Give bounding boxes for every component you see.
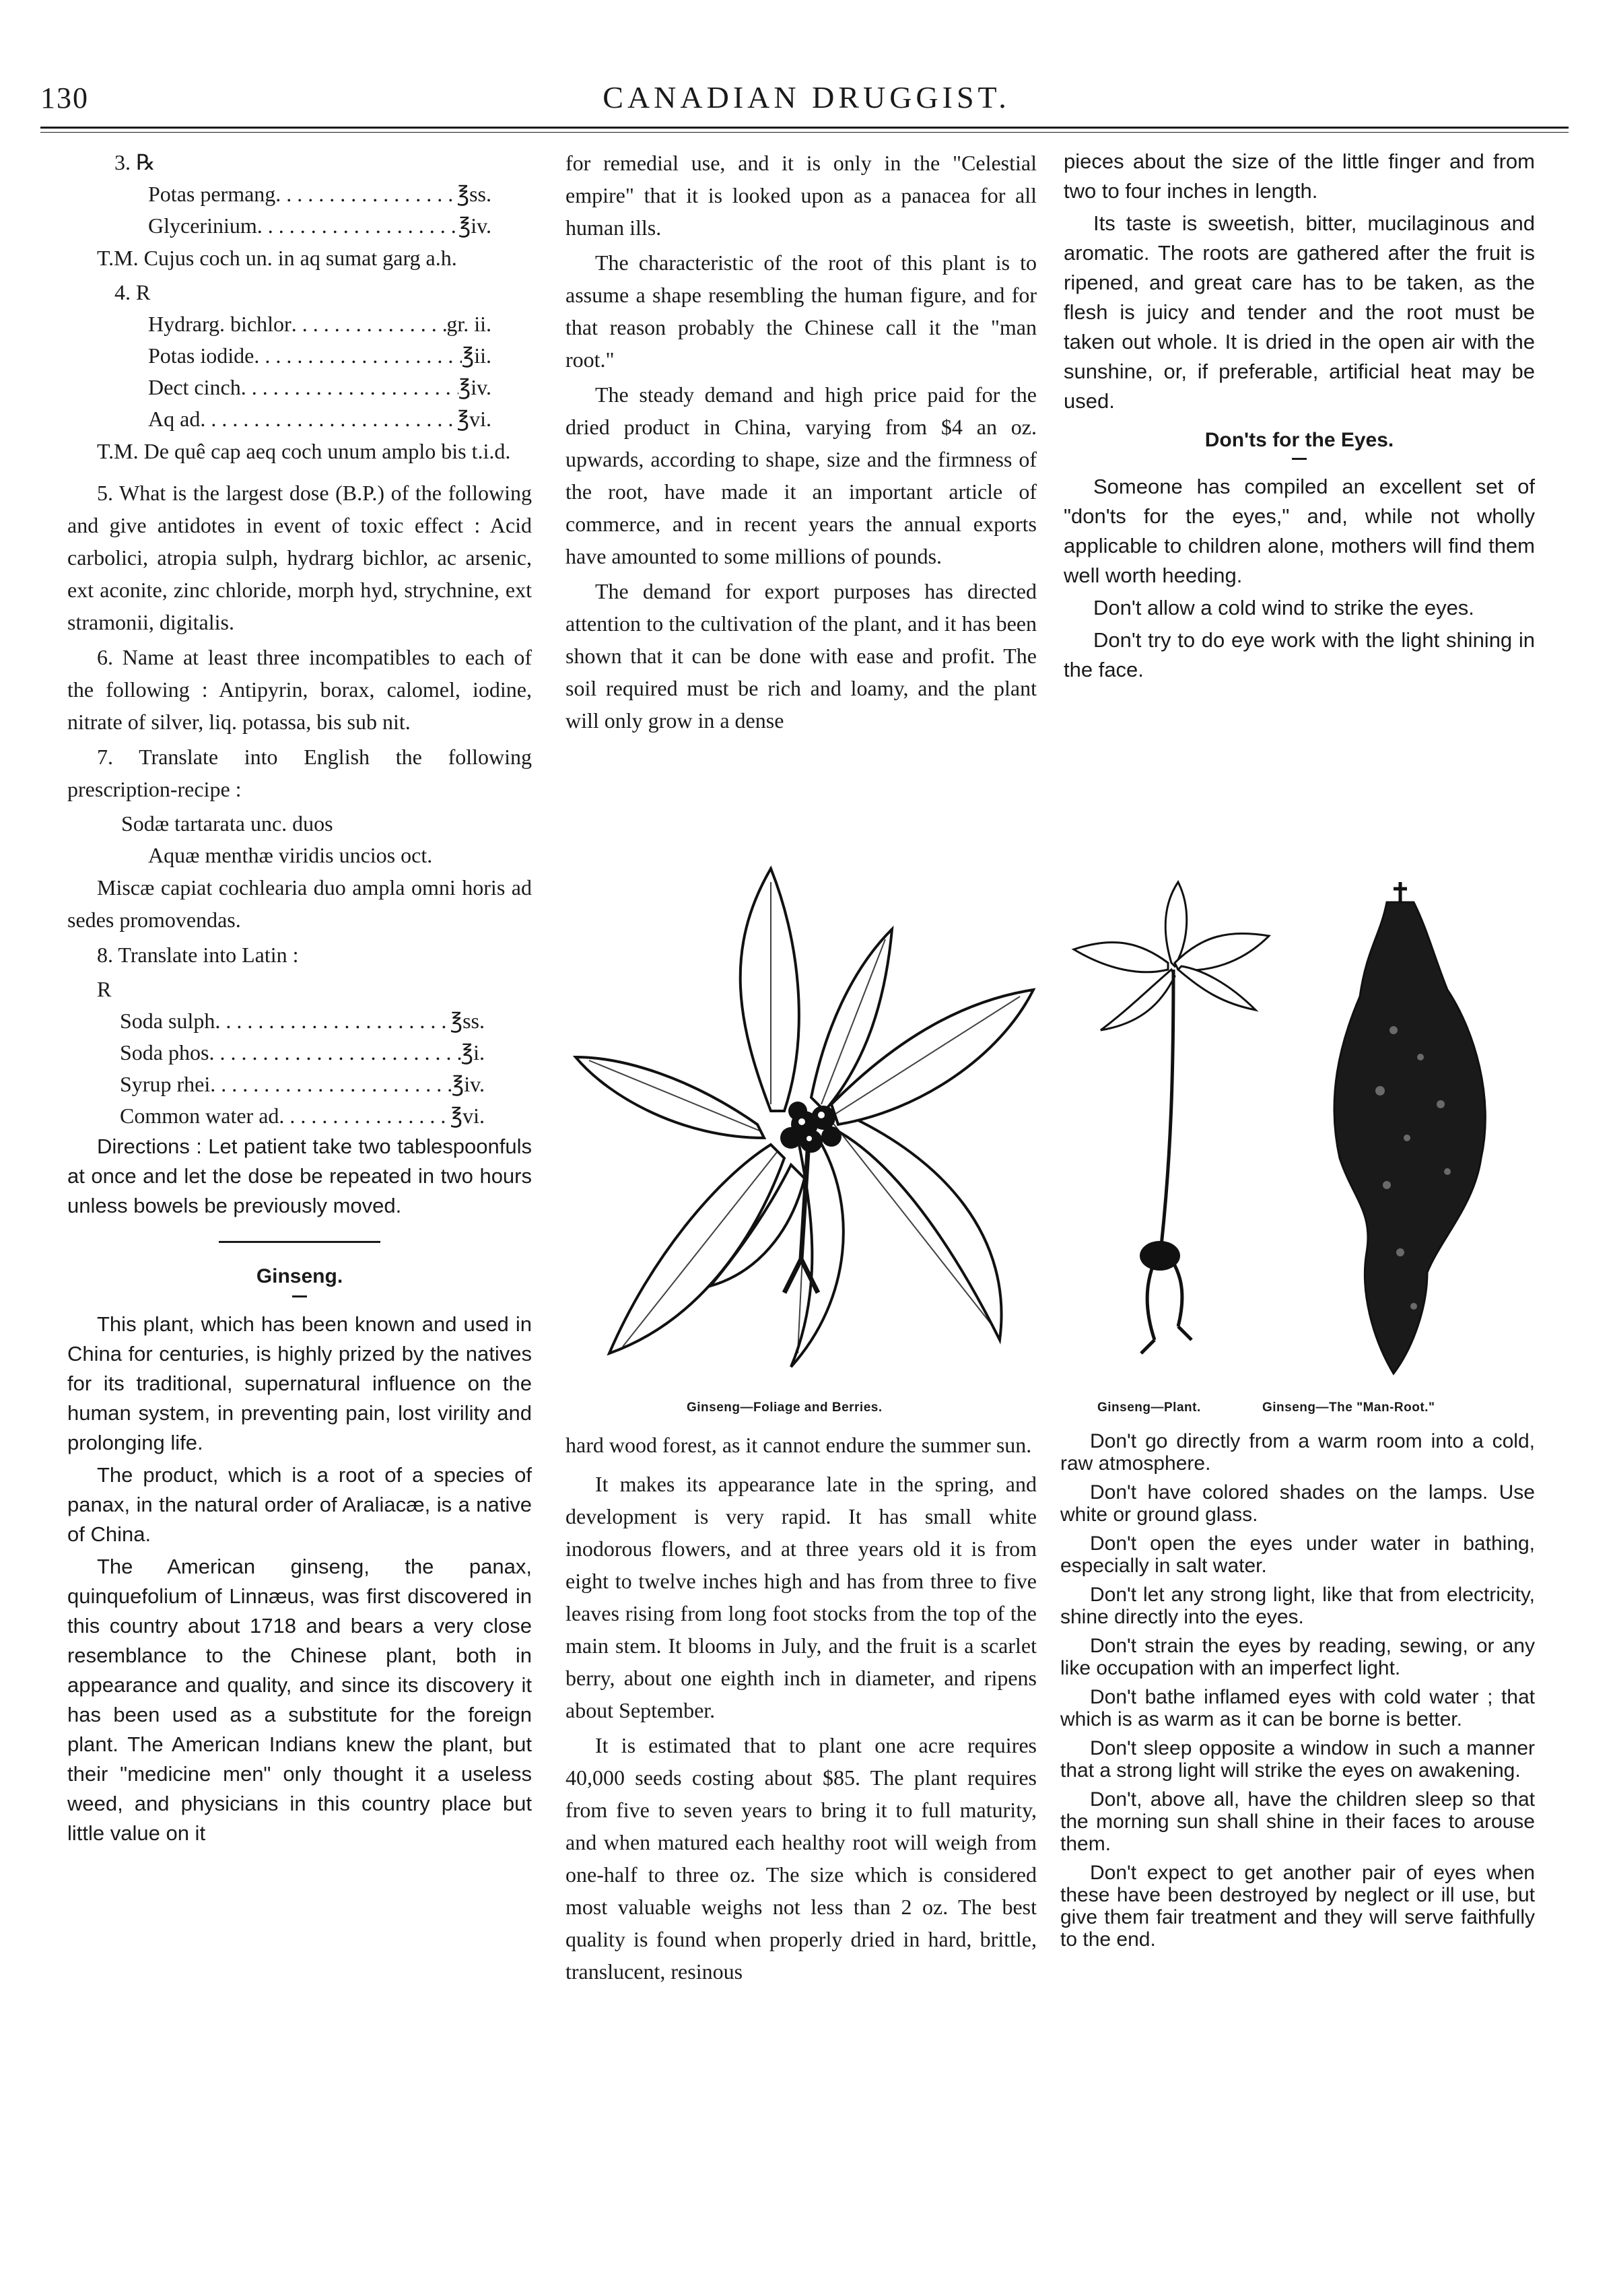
rx-3-directions: T.M. Cujus coch un. in aq sumat garg a.h.: [97, 246, 457, 270]
rx-4-directions: T.M. De quê cap aeq coch unum amplo bis t.i.d.: [97, 439, 511, 463]
eyes-dont-11: Don't expect to get another pair of eyes when these have been destroyed by neglect or ill use, but give them fair treatment and they will serve faithfully to the end.: [1060, 1862, 1535, 1951]
col3-paragraph-1: pieces about the size of the little finger and from two to four inches in length.: [1064, 149, 1535, 203]
rx-8-list: [67, 1005, 532, 1132]
col2-paragraph-3: The steady demand and high price paid for the dried product in China, varying from $4 an oz. upwards, according to shape, size and the firmness of the root, have made it an important article of commerce, and in recent years the annual exports have amounted to some millions of pounds.: [565, 382, 1037, 568]
page-number: 130: [40, 81, 89, 114]
question-8: 8. Translate into Latin :: [97, 943, 299, 967]
eyes-dont-2: Don't try to do eye work with the light shining in the face.: [1064, 628, 1535, 681]
col3-paragraph-2: Its taste is sweetish, bitter, mucilaginous and aromatic. The roots are gathered after the fruit is ripened, and great care has to be taken, as the flesh is juicy and tender and the root must be taken out whole. It is dried in the open air with the sunshine, or, if preferable, artificial heat may be used.: [1064, 211, 1535, 413]
eyes-dont-5: Don't open the eyes under water in bathing, especially in salt water.: [1060, 1532, 1535, 1577]
eyes-dont-3: Don't go directly from a warm room into a cold, raw atmosphere.: [1060, 1430, 1535, 1475]
eyes-dont-8: Don't bathe inflamed eyes with cold water ; that which is as warm as it can be borne is better.: [1060, 1686, 1535, 1730]
man-root-illustration: [1313, 875, 1515, 1387]
col2-paragraph-6: It makes its appearance late in the spring, and development is very rapid. It has small white inodorous flowers, and at three years old it is from eight to twelve inches high and has from three to five leaves rising from long foot stocks from the top of the main stem. It blooms in July, and the fruit is a scarlet berry, about one eighth inch in diameter, and ripens about September.: [565, 1472, 1037, 1722]
q7-line-1: Sodæ tartarata unc. duos: [121, 811, 333, 836]
ginseng-paragraph-2: The product, which is a root of a species of panax, in the natural order of Araliacæ, is a native of China.: [67, 1463, 532, 1546]
rx-3-list: [67, 178, 532, 242]
column-3-top: [1064, 147, 1535, 687]
column-2-bottom: [565, 1429, 1037, 1990]
foliage-illustration: [569, 855, 1040, 1387]
question-7: 7. Translate into English the following prescription-recipe :: [67, 745, 532, 801]
header-rule: [40, 127, 1569, 129]
journal-title: CANADIAN DRUGGIST.: [603, 80, 1010, 114]
eyes-dont-6: Don't let any strong light, like that from electricity, shine directly into the eyes.: [1060, 1584, 1535, 1628]
rx-line: Aq ad . . . ℥vi.: [148, 403, 491, 435]
ginseng-paragraph-1: This plant, which has been known and used in China for centuries, is highly prized by the natives for its traditional, supernatural influence on the human system, in preventing pain, lost virility and prolonging life.: [67, 1312, 532, 1454]
q7-line-2: Aquæ menthæ viridis uncios oct.: [148, 843, 433, 867]
heading-dash: [292, 1295, 307, 1297]
rx-line: Potas iodide . . . ℥ii.: [148, 340, 491, 372]
rx-4-number: 4. R: [114, 280, 151, 304]
section-separator: [219, 1241, 380, 1243]
col2-paragraph-4: The demand for export purposes has directed attention to the cultivation of the plant, and it has been shown that it can be done with ease and profit. The soil required must be rich and loamy, and the plant will only grow in a dense: [565, 579, 1037, 733]
question-5: 5. What is the largest dose (B.P.) of the following and give antidotes in event of toxic effect : Acid carbolici, atropia sulph, hydrarg bichlor, ac arsenic, ext aconite, zinc chloride, morph hyd, strychnine, ext stramonii, digitalis.: [67, 481, 532, 634]
question-6: 6. Name at least three incompatibles to each of the following : Antipyrin, borax, calomel, iodine, nitrate of silver, liq. potassa, bis sub nit.: [67, 645, 532, 734]
caption-foliage: Ginseng—Foliage and Berries.: [687, 1400, 883, 1415]
rx-line: Dect cinch . . . ℥iv.: [148, 372, 491, 403]
col2-paragraph-5: hard wood forest, as it cannot endure the summer sun.: [565, 1433, 1032, 1457]
q7-line-3: Miscæ capiat cochlearia duo ampla omni horis ad sedes promovendas.: [67, 875, 532, 932]
eyes-dont-1: Don't allow a cold wind to strike the eyes.: [1093, 596, 1474, 619]
rx-line: Soda phos . . . ℥i.: [120, 1037, 485, 1069]
rx-line: Syrup rhei . . . ℥iv.: [120, 1069, 485, 1100]
header-rule-thin: [40, 132, 1569, 133]
ginseng-paragraph-3: The American ginseng, the panax, quinquefolium of Linnæus, was first discovered in this country about 1718 and bears a very close resemblance to the Chinese plant, both in appearance and quality, and since its discovery it has been used as a substitute for the foreign plant. The American Indians knew the plant, but their "medicine men" only thought it a useless weed, and physicians in this country place but little value on it: [67, 1555, 532, 1845]
rx-4-list: [67, 308, 532, 435]
eyes-dont-4: Don't have colored shades on the lamps. Use white or ground glass.: [1060, 1481, 1535, 1526]
plant-illustration: [1060, 869, 1282, 1380]
eyes-heading: Don'ts for the Eyes.: [1204, 429, 1394, 451]
caption-plant: Ginseng—Plant.: [1097, 1400, 1201, 1415]
rx-line: Soda sulph . . . ℥ss.: [120, 1005, 485, 1037]
col2-paragraph-1: for remedial use, and it is only in the "Celestial empire" that it is looked upon as a panacea for all human ills.: [565, 151, 1037, 240]
rx-line: Hydrarg. bichlor . . . gr. ii.: [148, 308, 491, 340]
q8-r: R: [97, 977, 112, 1001]
eyes-intro: Someone has compiled an excellent set of "don'ts for the eyes," and, while not wholly applicable to children alone, mothers will find them well worth heeding.: [1064, 475, 1535, 587]
rx-line: Common water ad . . . ℥vi.: [120, 1100, 485, 1132]
eyes-dont-10: Don't, above all, have the children sleep so that the morning sun shall shine in their faces to arouse them.: [1060, 1788, 1535, 1855]
rx-line: Potas permang . . . ℥ss.: [148, 178, 491, 210]
heading-dash: [1292, 458, 1307, 460]
column-2-top: [565, 147, 1037, 739]
column-1: [67, 147, 532, 1851]
column-3-bottom: [1060, 1430, 1535, 1957]
rx-line: Glycerinium . . . ℥iv.: [148, 210, 491, 242]
eyes-dont-7: Don't strain the eyes by reading, sewing, or any like occupation with an imperfect light.: [1060, 1635, 1535, 1679]
col2-paragraph-7: It is estimated that to plant one acre requires 40,000 seeds costing about $85. The plant requires from five to seven years to bring it to full maturity, and when matured each healthy root will weigh from one-half to three oz. The size which is considered most valuable weighs not less than 2 oz. The best quality is found when properly dried in hard, brittle, translucent, resinous: [565, 1733, 1037, 1984]
eyes-dont-9: Don't sleep opposite a window in such a manner that a strong light will strike the eyes on awakening.: [1060, 1737, 1535, 1782]
ginseng-heading: Ginseng.: [256, 1265, 343, 1287]
rx-3-number: 3. ℞: [114, 150, 156, 174]
q8-directions: Directions : Let patient take two tablespoonfuls at once and let the dose be repeated in two hours unless bowels be previously moved.: [67, 1135, 532, 1217]
caption-root: Ginseng—The "Man-Root.": [1262, 1400, 1435, 1415]
col2-paragraph-2: The characteristic of the root of this plant is to assume a shape resembling the human figure, and for that reason probably the Chinese call it the "man root.": [565, 250, 1037, 372]
